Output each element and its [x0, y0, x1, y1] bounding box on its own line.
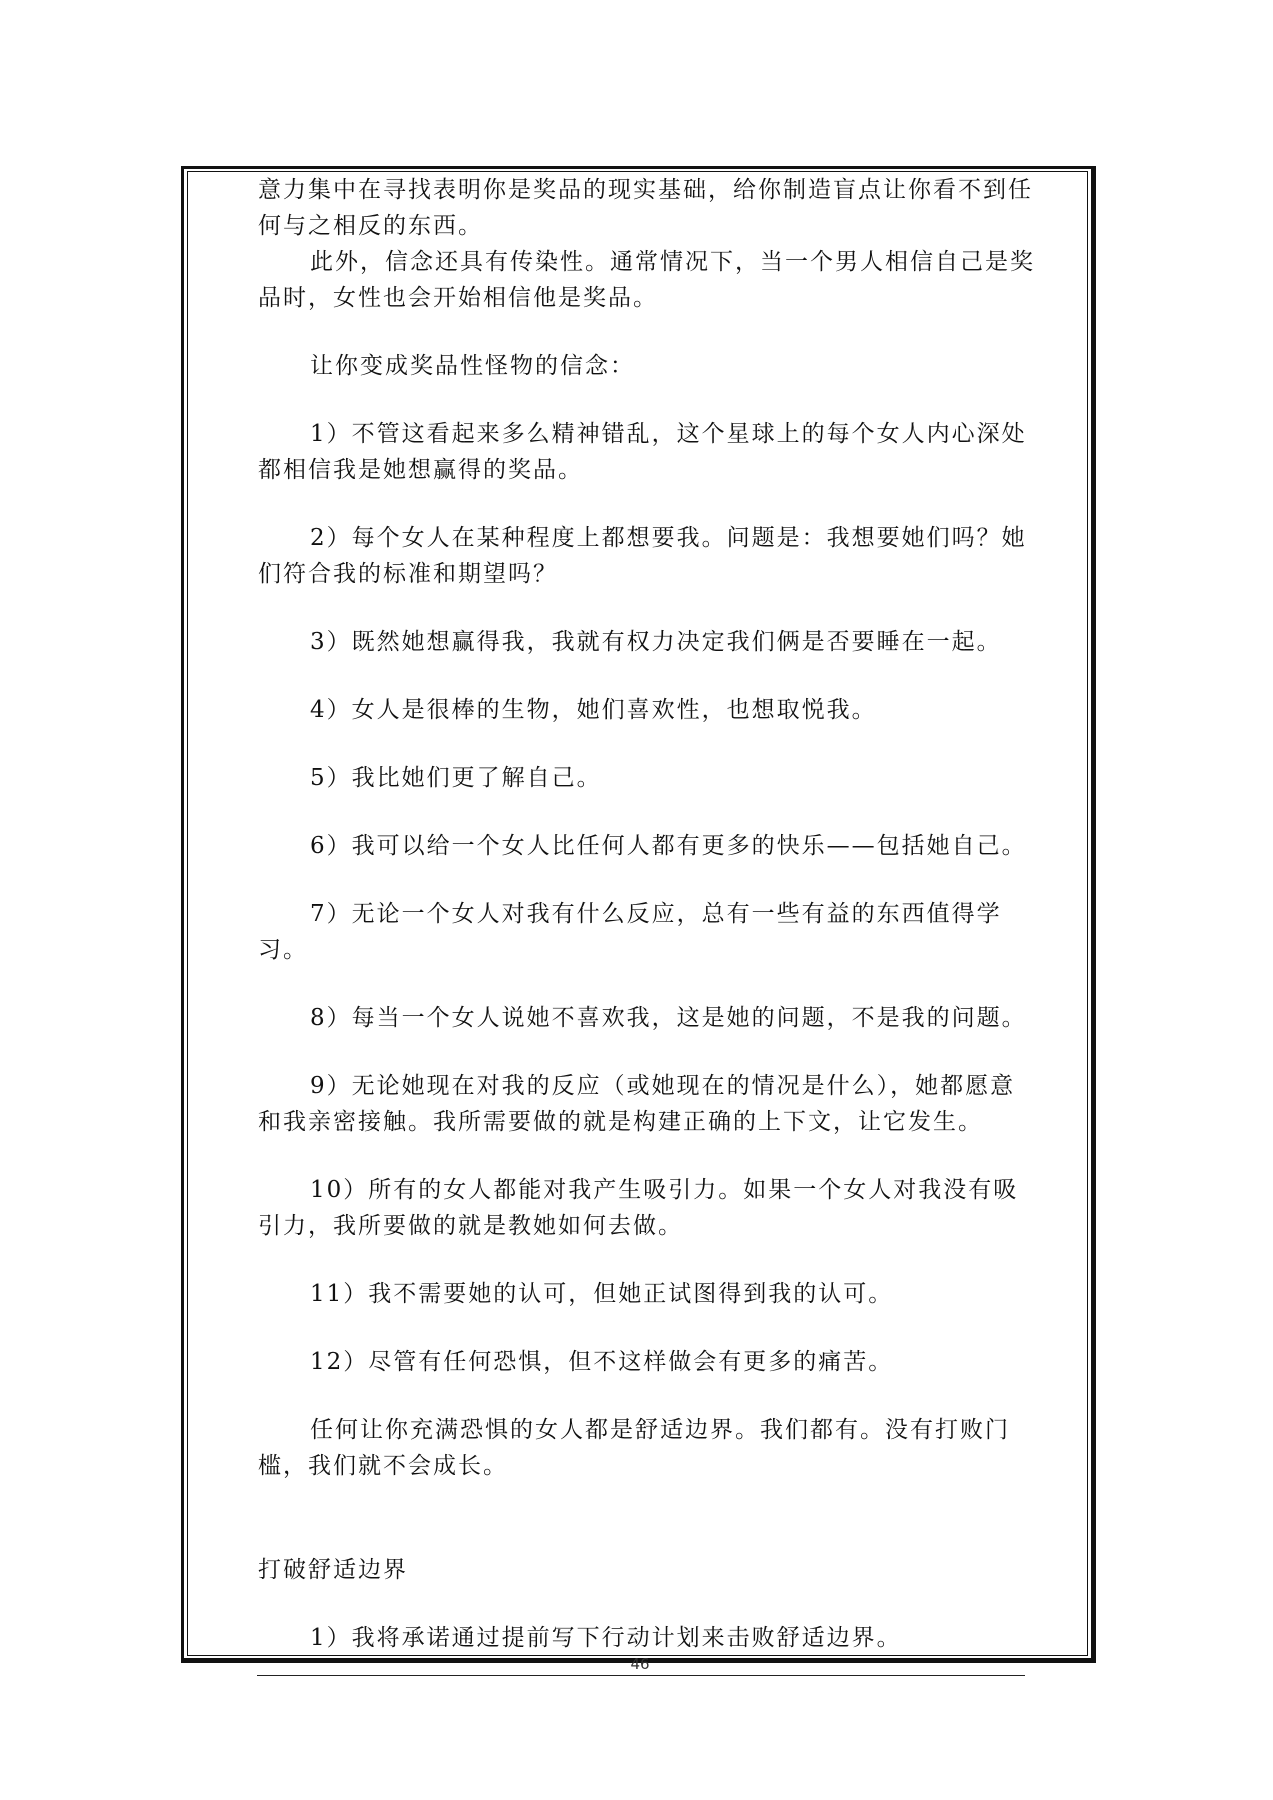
body-paragraph: 3）既然她想赢得我，我就有权力决定我们俩是否要睡在一起。 [310, 629, 1002, 655]
body-paragraph: 7）无论一个女人对我有什么反应，总有一些有益的东西值得学习。 [258, 901, 1002, 963]
page-body [258, 172, 1038, 1656]
body-paragraph: 9）无论她现在对我的反应（或她现在的情况是什么），她都愿意和我亲密接触。我所需要做的就是构建正确的上下文，让它发生。 [258, 1073, 1016, 1135]
body-paragraph: 1）不管这看起来多么精神错乱，这个星球上的每个女人内心深处都相信我是她想赢得的奖品。 [258, 421, 1027, 483]
page-number: 46 [630, 1655, 650, 1673]
footer-rule [257, 1675, 1025, 1676]
body-paragraph: 4）女人是很棒的生物，她们喜欢性，也想取悦我。 [310, 697, 877, 723]
body-paragraph: 5）我比她们更了解自己。 [310, 765, 602, 791]
body-paragraph: 任何让你充满恐惧的女人都是舒适边界。我们都有。没有打败门槛，我们就不会成长。 [258, 1417, 1010, 1479]
body-paragraph: 8）每当一个女人说她不喜欢我，这是她的问题，不是我的问题。 [310, 1005, 1027, 1031]
body-paragraph: 12）尽管有任何恐惧，但不这样做会有更多的痛苦。 [310, 1349, 894, 1375]
body-paragraph: 2）每个女人在某种程度上都想要我。问题是：我想要她们吗？她们符合我的标准和期望吗？ [258, 525, 1027, 587]
body-paragraph: 让你变成奖品性怪物的信念： [310, 353, 635, 379]
body-paragraph: 10）所有的女人都能对我产生吸引力。如果一个女人对我没有吸引力，我所要做的就是教她如何去做。 [258, 1177, 1019, 1239]
body-paragraph: 此外，信念还具有传染性。通常情况下，当一个男人相信自己是奖品时，女性也会开始相信他是奖品。 [258, 249, 1035, 311]
body-paragraph: 6）我可以给一个女人比任何人都有更多的快乐——包括她自己。 [310, 833, 1027, 859]
body-paragraph: 11）我不需要她的认可，但她正试图得到我的认可。 [310, 1281, 894, 1307]
section-heading: 打破舒适边界 [258, 1557, 408, 1583]
body-paragraph: 1）我将承诺通过提前写下行动计划来击败舒适边界。 [310, 1625, 902, 1651]
body-paragraph: 意力集中在寻找表明你是奖品的现实基础，给你制造盲点让你看不到任何与之相反的东西。 [258, 177, 1033, 239]
